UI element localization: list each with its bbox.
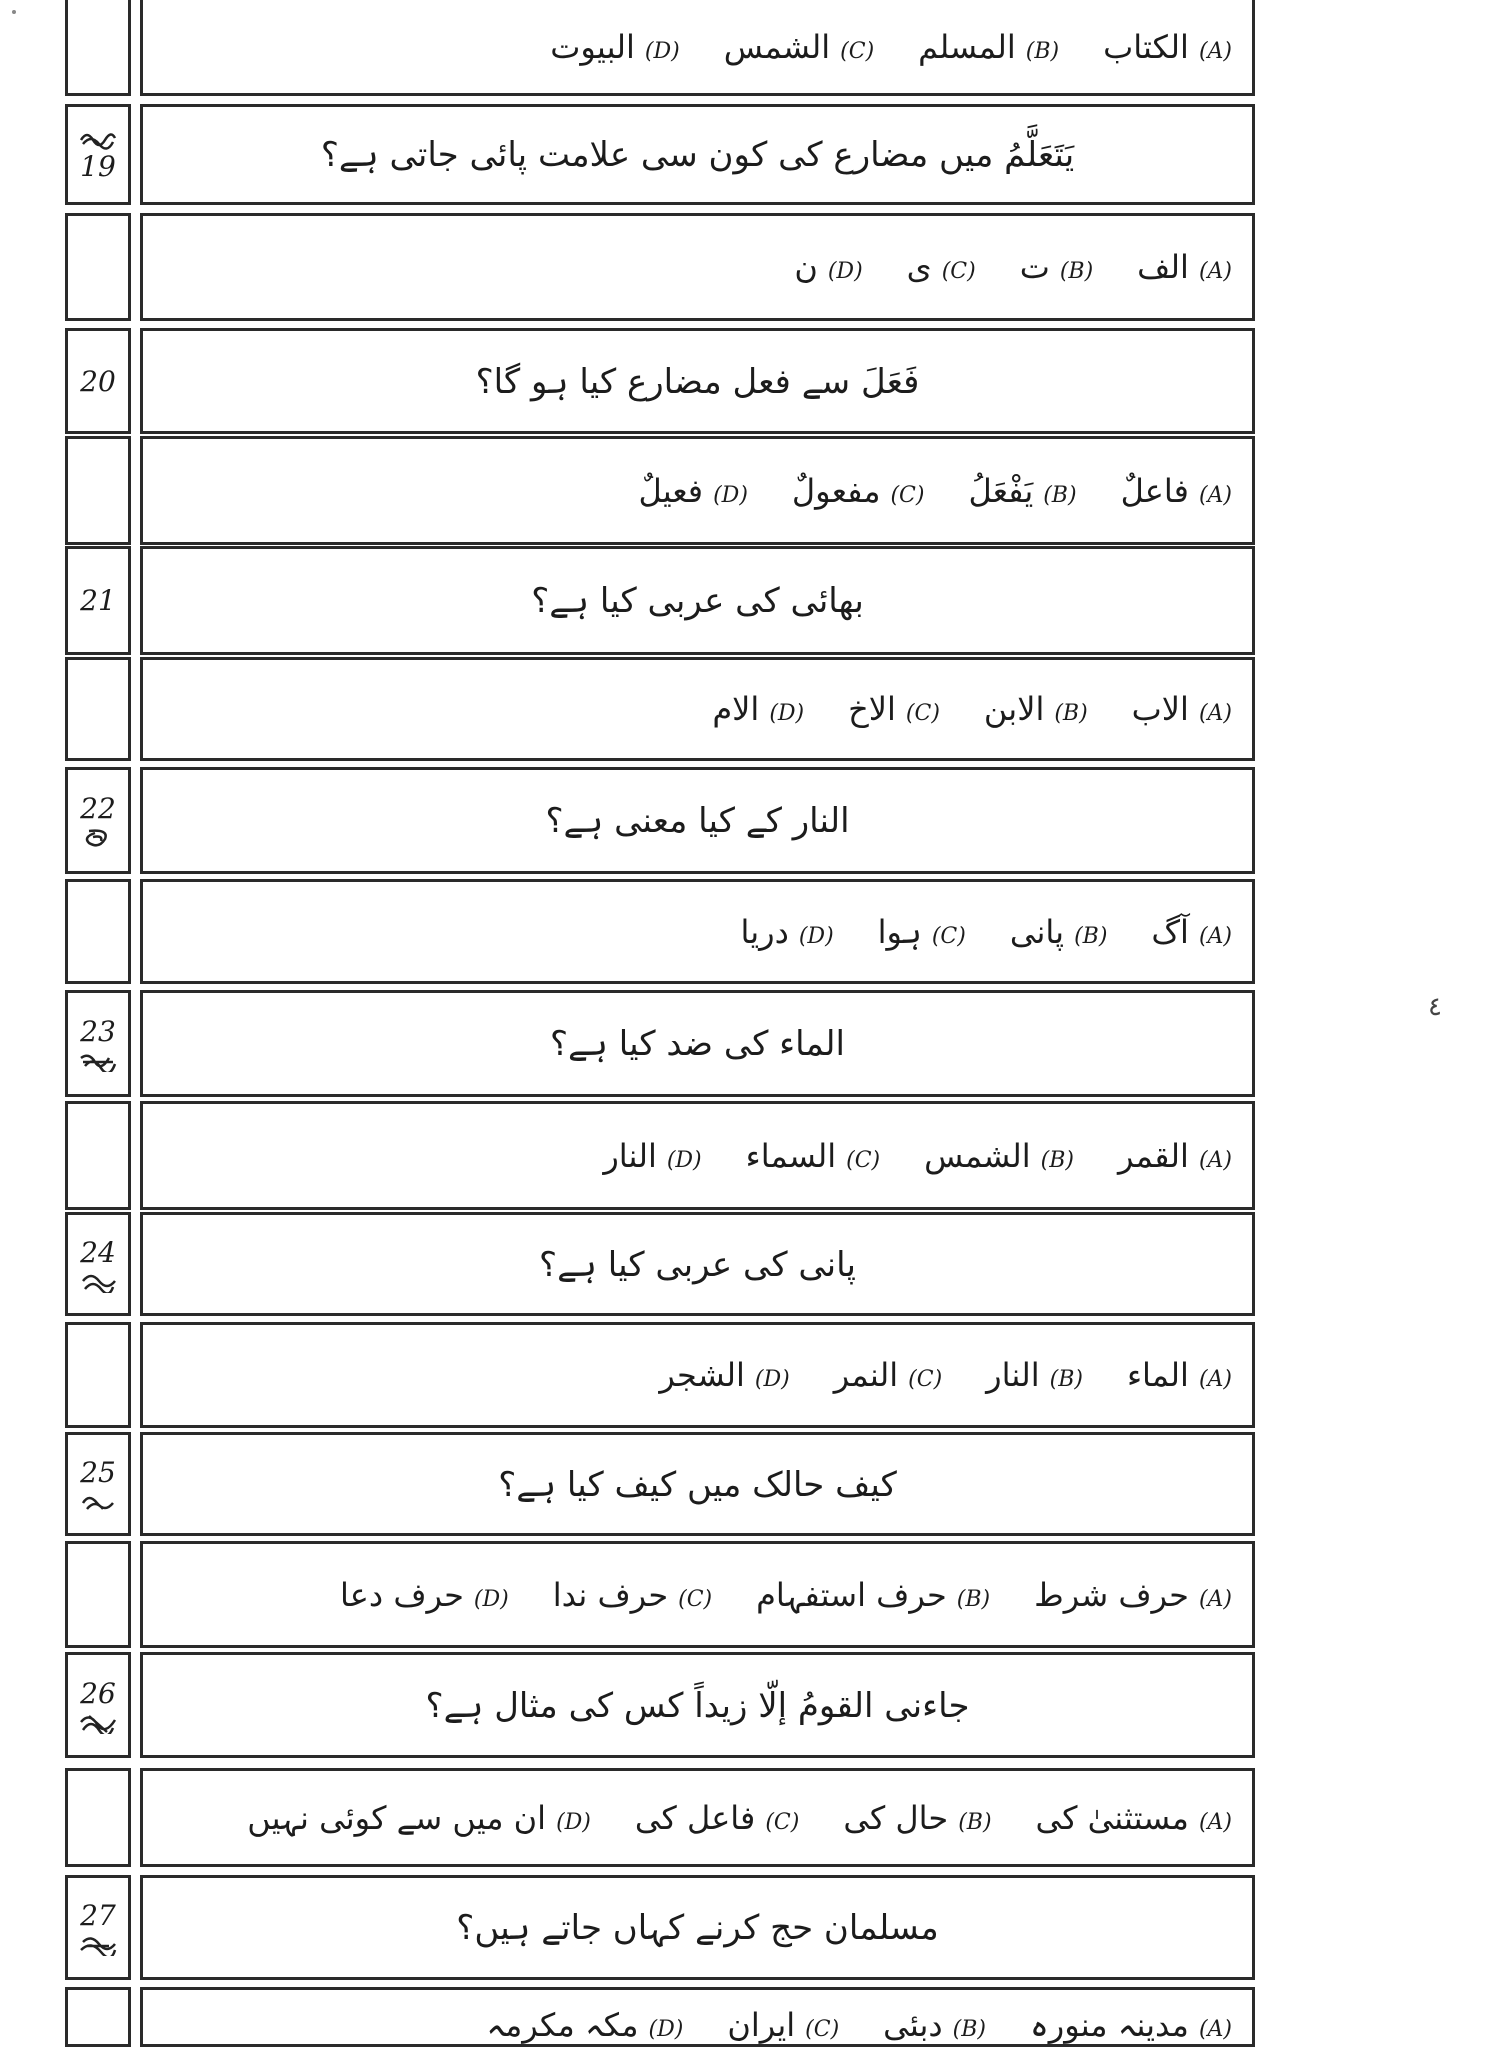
question-row: بھائی کی عربی کیا ہے؟ xyxy=(140,546,1255,655)
option-b: (B) پانی xyxy=(1009,912,1108,951)
option-c: (C) فاعل کی xyxy=(634,1798,800,1837)
question-number-cell: 19 xyxy=(65,104,131,205)
option-a: (A) الف xyxy=(1137,248,1232,286)
scribble-icon xyxy=(79,1712,117,1734)
corner-dot xyxy=(12,10,16,14)
option-c: (C) ایران xyxy=(727,2006,840,2044)
question-row: پانی کی عربی کیا ہے؟ xyxy=(140,1212,1255,1316)
option-a: (A) مستثنیٰ کی xyxy=(1035,1798,1232,1837)
row-number-cell xyxy=(65,879,131,984)
option-b: (B) النار xyxy=(986,1356,1083,1394)
option-a: (A) حرف شرط xyxy=(1034,1575,1232,1614)
row-number-cell xyxy=(65,1768,131,1867)
option-d: (D) حرف دعا xyxy=(340,1575,509,1614)
option-c: (C) الشمس xyxy=(723,27,875,66)
question-row: النار کے کیا معنی ہے؟ xyxy=(140,767,1255,874)
row-number-cell xyxy=(65,0,131,96)
option-a: (A) الاب xyxy=(1131,690,1232,728)
question-number-cell: 25 xyxy=(65,1432,131,1536)
options-row xyxy=(140,1101,1255,1210)
option-c: (C) النمر xyxy=(833,1356,943,1394)
scribble-icon xyxy=(79,128,117,150)
question-number-cell: 26 xyxy=(65,1652,131,1758)
row-number-cell xyxy=(65,1101,131,1210)
option-c: (C) ی xyxy=(906,248,976,286)
option-a: (A) الكتاب xyxy=(1103,27,1232,66)
option-d: (D) مکہ مکرمہ xyxy=(486,2006,684,2044)
options-row xyxy=(140,1768,1255,1867)
option-d: (D) فعیلٌ xyxy=(638,471,748,510)
scribble-icon xyxy=(79,1934,117,1956)
option-b: (B) حال کی xyxy=(843,1798,992,1837)
option-d: (D) البیوت xyxy=(550,27,680,66)
options-row xyxy=(140,436,1255,545)
options-row xyxy=(140,213,1255,321)
question-number-cell: 22 xyxy=(65,767,131,874)
question-number-cell: 23 xyxy=(65,990,131,1097)
option-c: (C) حرف ندا xyxy=(552,1575,713,1614)
row-number-cell xyxy=(65,436,131,545)
options-row-partial xyxy=(140,1987,1255,2047)
question-row: یَتَعَلَّمُ میں مضارع کی کون سی علامت پائی جاتی ہے؟ xyxy=(140,104,1255,205)
options-row xyxy=(140,1322,1255,1428)
options-row xyxy=(140,1541,1255,1648)
row-number-cell xyxy=(65,213,131,321)
option-c: (C) مفعولٌ xyxy=(791,471,925,510)
option-b: (B) یَفْعَلُ xyxy=(968,471,1077,510)
option-d: (D) دریا xyxy=(740,912,834,951)
scribble-icon xyxy=(79,1271,117,1293)
option-b: (B) الشمس xyxy=(924,1136,1074,1175)
question-number-cell: 27 xyxy=(65,1875,131,1980)
option-b: (B) الابن xyxy=(983,690,1088,728)
option-a: (A) الماء xyxy=(1127,1356,1232,1394)
question-row: مسلمان حج کرنے کہاں جاتے ہیں؟ xyxy=(140,1875,1255,1980)
row-number-cell xyxy=(65,657,131,761)
option-d: (D) النار xyxy=(603,1136,702,1175)
options-row xyxy=(140,657,1255,761)
question-row: جاءنی القومُ إلّا زیداً کس کی مثال ہے؟ xyxy=(140,1652,1255,1758)
option-d: (D) الام xyxy=(712,690,805,728)
option-b: (B) دبئی xyxy=(883,2006,986,2044)
option-b: (B) المسلم xyxy=(918,27,1060,66)
option-c: (C) الاخ xyxy=(848,690,940,728)
options-row xyxy=(140,879,1255,984)
row-number-cell xyxy=(65,1541,131,1648)
option-b: (B) ت xyxy=(1019,248,1094,286)
page-side-mark: ٤ xyxy=(1428,992,1442,1022)
question-row: کیف حالک میں کیف کیا ہے؟ xyxy=(140,1432,1255,1536)
scribble-icon xyxy=(79,1491,117,1513)
option-c: (C) ہوا xyxy=(877,912,966,951)
row-number-cell xyxy=(65,1322,131,1428)
question-row: الماء کی ضد کیا ہے؟ xyxy=(140,990,1255,1097)
option-a: (A) آگ xyxy=(1151,912,1232,951)
option-d: (D) ان میں سے کوئی نہیں xyxy=(247,1798,591,1837)
option-a: (A) مدینہ منورہ xyxy=(1029,2006,1232,2044)
question-number-cell: 24 xyxy=(65,1212,131,1316)
scribble-icon xyxy=(79,1050,117,1072)
question-number-cell: 21 xyxy=(65,546,131,655)
option-a: (A) فاعلٌ xyxy=(1120,471,1232,510)
options-row xyxy=(140,0,1255,96)
question-number-cell: 20 xyxy=(65,328,131,434)
row-number-cell xyxy=(65,1987,131,2047)
option-a: (A) القمر xyxy=(1117,1136,1232,1175)
scribble-icon xyxy=(79,827,117,849)
option-d: (D) ن xyxy=(794,248,863,286)
option-b: (B) حرف استفہام xyxy=(756,1575,991,1614)
option-c: (C) السماء xyxy=(745,1136,881,1175)
option-d: (D) الشجر xyxy=(659,1356,790,1394)
question-row: فَعَلَ سے فعل مضارع کیا ہو گا؟ xyxy=(140,328,1255,434)
